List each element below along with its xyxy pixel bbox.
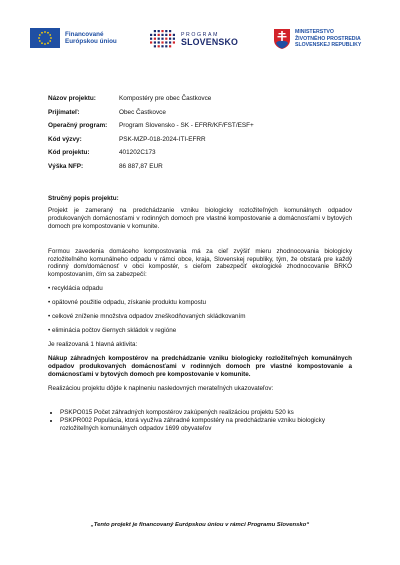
project-info-table bbox=[48, 95, 368, 176]
info-row bbox=[48, 149, 368, 163]
info-row bbox=[48, 109, 368, 123]
description-paragraph: Formou zavedenia domáceho kompostovania má za cieľ zvýšiť mieru zhodnocovania biologicky rozložiteľného komunálneho odpadu v rámci obce, kraja, Slovenskej republiky, tým, že obstará pre každý rodinný dom/domácnosť v obci kompostér, s cieľom zabezpečiť ekologické zhodnocovanie BRKO kompostovaním, čím sa zabezpečí: bbox=[48, 247, 352, 279]
eu-logo-line2: Európskou úniou bbox=[65, 38, 117, 45]
info-label: Operačný program: bbox=[48, 122, 108, 129]
program-slovensko-dots-icon bbox=[148, 28, 178, 50]
info-label: Prijímateľ: bbox=[48, 108, 80, 116]
info-value: PSK-MZP-018-2024-ITI-EFRR bbox=[119, 135, 206, 143]
info-row bbox=[48, 122, 368, 136]
bullet-item: • eliminácia počtov čiernych skládok v regióne bbox=[48, 326, 177, 334]
info-label: Názov projektu: bbox=[48, 95, 96, 102]
info-label: Výška NFP: bbox=[48, 162, 84, 170]
info-row bbox=[48, 136, 368, 150]
info-value: 401202C173 bbox=[119, 149, 156, 156]
info-label: Kód projektu: bbox=[48, 149, 90, 156]
program-logo-line2: SLOVENSKO bbox=[181, 36, 239, 47]
project-description bbox=[48, 195, 352, 433]
program-logo-line1: PROGRAM bbox=[181, 31, 220, 38]
indicators-intro: Realizáciou projektu dôjde k naplneniu nasledovných merateľných ukazovateľov: bbox=[48, 384, 274, 392]
indicator-list bbox=[48, 409, 352, 433]
ministry-logo bbox=[273, 28, 361, 50]
description-heading: Stručný popis projektu: bbox=[48, 195, 119, 202]
info-value: Obec Častkovce bbox=[119, 108, 166, 116]
info-label: Kód výzvy: bbox=[48, 135, 82, 143]
ministry-logo-line3: SLOVENSKEJ REPUBLIKY bbox=[295, 42, 362, 49]
info-value: Program Slovensko - SK - EFRR/KF/FST/ESF+ bbox=[119, 122, 254, 129]
activity-intro: Je realizovaná 1 hlavná aktivita: bbox=[48, 340, 138, 348]
ministry-logo-line2: ŽIVOTNÉHO PROSTREDIA bbox=[295, 35, 361, 42]
ministry-logo-line1: MINISTERSTVO bbox=[295, 29, 334, 36]
bullet-item: • celkové zníženie množstva odpadov zneškodňovaných skládkovaním bbox=[48, 313, 246, 321]
eu-logo bbox=[30, 28, 117, 48]
bullet-item: • recyklácia odpadu bbox=[48, 285, 103, 293]
indicator-item: • PSKPO015 Počet záhradných kompostérov zakúpených realizáciou projektu 520 ks bbox=[60, 409, 352, 417]
logo-header bbox=[30, 28, 376, 54]
eu-flag-icon bbox=[30, 28, 60, 48]
bullet-item: • opätovné použitie odpadu, získanie produktu kompostu bbox=[48, 299, 206, 307]
info-row bbox=[48, 163, 368, 177]
info-value: Kompostéry pre obec Častkovce bbox=[119, 95, 212, 102]
slovak-coat-of-arms-icon bbox=[273, 28, 291, 50]
eu-logo-line1: Financované bbox=[65, 30, 104, 38]
main-activity: Nákup záhradných kompostérov na predchádzanie vzniku biologicky rozložiteľných komunálnych odpadov produkovaných domácnosťami v rodinných domoch pre vlastné kompostovanie a domácnosťami v bytových domoch pre kompostovanie v komunite. bbox=[48, 354, 352, 378]
indicator-item: • PSKPR002 Populácia, ktorá využíva záhradné kompostéry na predchádzanie vzniku biologicky rozložiteľných komunálnych odpadov 1699 obyvateľov bbox=[60, 417, 352, 433]
info-value: 86 887,87 EUR bbox=[119, 162, 163, 170]
info-row bbox=[48, 95, 368, 109]
program-slovensko-logo bbox=[148, 28, 238, 50]
description-intro: Projekt je zameraný na predchádzanie vzniku biologicky rozložiteľných komunálnych odpadov produkovaných domácnosťami v rodinných domoch pre vlastné kompostovanie a domácnosťami v bytových domoch pre kompostovanie v komunite. bbox=[48, 206, 352, 230]
funding-footer: „Tento projekt je financovaný Európskou úniou v rámci Programu Slovensko“ bbox=[90, 522, 310, 528]
